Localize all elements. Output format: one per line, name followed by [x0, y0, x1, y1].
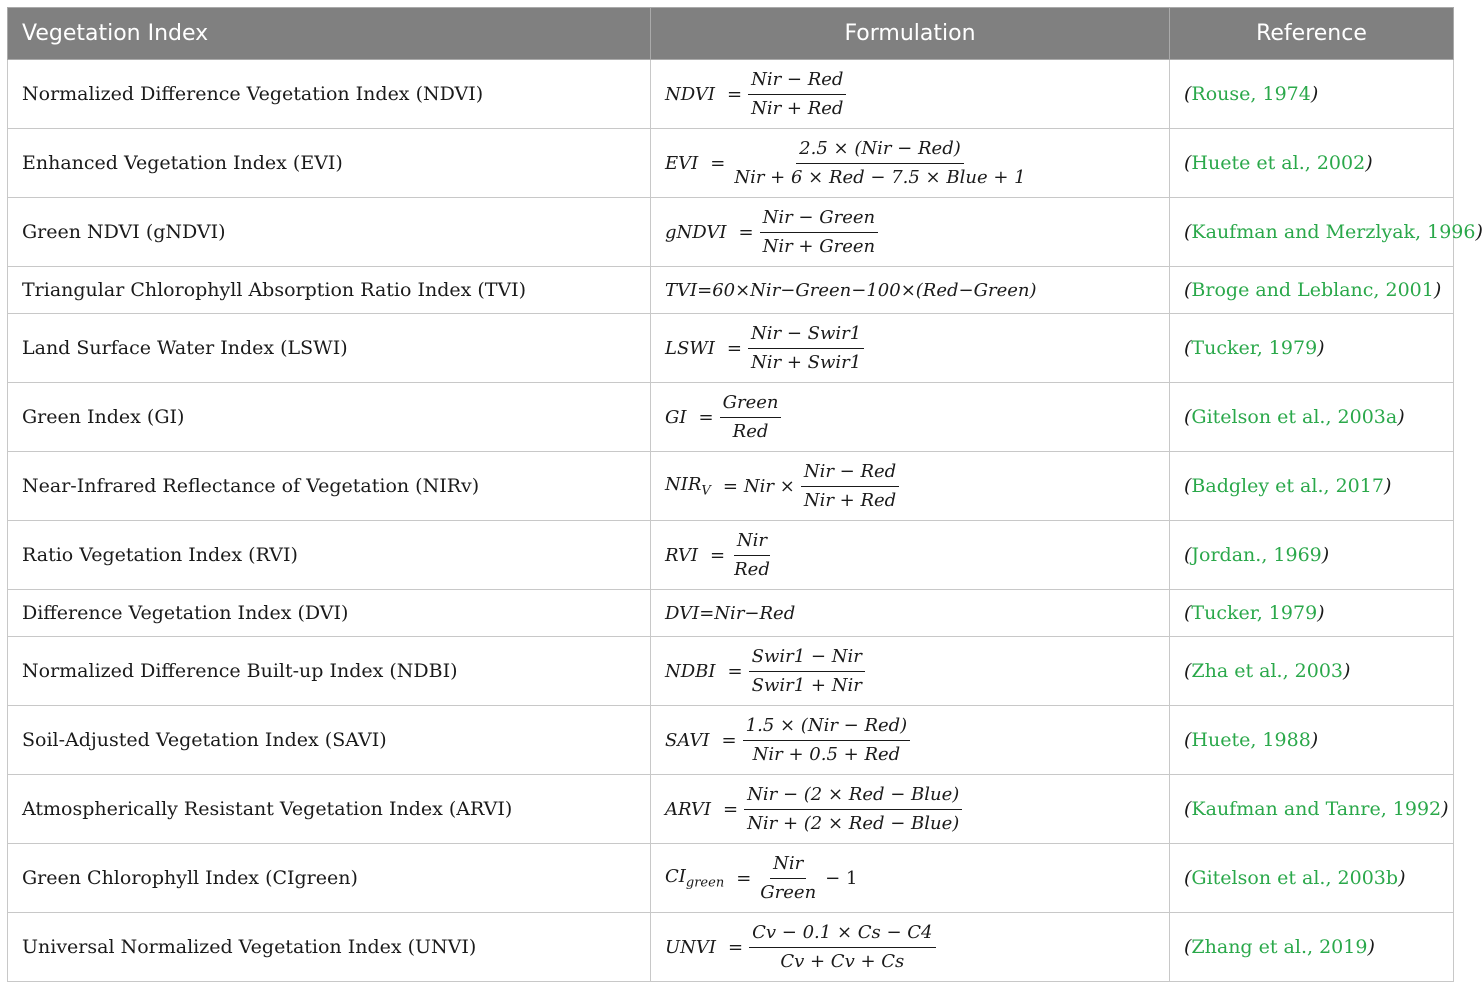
index-name-cell: Normalized Difference Vegetation Index (NDVI) [8, 60, 651, 129]
formula [665, 603, 795, 624]
fraction-numerator: Nir − (2 × Red − Blue) [744, 783, 962, 810]
formula-lhs-text: UNVI [665, 936, 717, 958]
fraction-denominator: Cv + Cv + Cs [780, 950, 905, 972]
formula-lhs-text: GI [665, 406, 687, 428]
fraction-denominator: Swir1 + Nir [751, 674, 862, 696]
fraction [757, 852, 819, 905]
fraction [748, 322, 864, 375]
table-row [8, 129, 1454, 198]
index-name-cell: Universal Normalized Vegetation Index (UNVI) [8, 913, 651, 982]
formula-lhs-text: ARVI [665, 798, 712, 820]
formula-cell [651, 129, 1170, 198]
formula-lhs-text: EVI [665, 152, 699, 174]
reference-link[interactable]: Gitelson et al., 2003a [1191, 406, 1398, 428]
formula-lhs [665, 799, 711, 820]
reference-link[interactable]: Zhang et al., 2019 [1191, 936, 1368, 958]
formula [665, 460, 899, 513]
formula-lhs [665, 730, 710, 751]
equals-sign: = [726, 337, 742, 359]
formula-cell [651, 383, 1170, 452]
formula-lhs-text: LSWI [665, 337, 715, 359]
fraction-numerator: Nir [734, 529, 770, 556]
formula-lhs-text: NDVI [665, 83, 715, 105]
formula [665, 852, 857, 905]
equals-sign: = [721, 729, 737, 751]
formula [665, 391, 781, 444]
equals-sign: = [710, 152, 726, 174]
formula [665, 783, 962, 836]
open-paren: ( [1184, 221, 1192, 243]
fraction-denominator: Nir + (2 × Red − Blue) [747, 812, 960, 834]
fraction-numerator: Swir1 − Nir [749, 645, 865, 672]
index-name-cell: Triangular Chlorophyll Absorption Ratio Index (TVI) [8, 267, 651, 314]
fraction [731, 529, 773, 582]
formula-lhs [665, 338, 715, 359]
formula-cell [651, 60, 1170, 129]
reference-cell [1170, 913, 1454, 982]
table-row [8, 267, 1454, 314]
reference-cell [1170, 60, 1454, 129]
close-paren: ) [1441, 798, 1449, 820]
fraction-denominator: Nir + 0.5 + Red [752, 743, 901, 765]
fraction-denominator: Nir + Red [751, 97, 844, 119]
formula-cell [651, 913, 1170, 982]
index-name-cell: Green NDVI (gNDVI) [8, 198, 651, 267]
table-row [8, 913, 1454, 982]
index-name-cell: Soil-Adjusted Vegetation Index (SAVI) [8, 706, 651, 775]
formula-cell [651, 590, 1170, 637]
index-name-cell: Normalized Difference Built-up Index (NDBI) [8, 637, 651, 706]
equals-sign: = [726, 83, 743, 105]
fraction-denominator: Nir + Swir1 [751, 351, 862, 373]
formula-cell [651, 198, 1170, 267]
index-name-cell: Ratio Vegetation Index (RVI) [8, 521, 651, 590]
index-name-cell: Green Index (GI) [8, 383, 651, 452]
formula-inline: TVI=60×Nir−Green−100×(Red−Green) [665, 280, 1037, 301]
reference-cell [1170, 383, 1454, 452]
equals-sign: = [736, 867, 752, 889]
reference-link[interactable]: Jordan., 1969 [1191, 544, 1322, 566]
equals-sign: = [723, 798, 739, 820]
formula-lhs [665, 153, 698, 174]
formula-lhs-text: SAVI [665, 729, 710, 751]
reference-link[interactable]: Kaufman and Tanre, 1992 [1191, 798, 1442, 820]
equals-sign: = [727, 660, 743, 682]
close-paren: ) [1343, 660, 1351, 682]
table-row [8, 775, 1454, 844]
formula-lhs [665, 474, 711, 499]
open-paren: ( [1184, 936, 1192, 958]
fraction-denominator: Green [760, 881, 817, 903]
header-reference: Reference [1170, 8, 1454, 60]
reference-cell [1170, 521, 1454, 590]
formula [665, 137, 1029, 190]
formula-inline: DVI=Nir−Red [665, 603, 796, 624]
close-paren: ) [1433, 279, 1442, 301]
formula [665, 921, 936, 974]
close-paren: ) [1365, 152, 1373, 174]
header-formulation: Formulation [651, 8, 1170, 60]
fraction-numerator: 1.5 × (Nir − Red) [743, 714, 911, 741]
reference-link[interactable]: Broge and Leblanc, 2001 [1191, 279, 1434, 301]
fraction-denominator: Red [734, 558, 770, 580]
equals-sign: = [698, 406, 714, 428]
reference-cell [1170, 775, 1454, 844]
reference-link[interactable]: Zha et al., 2003 [1191, 660, 1344, 682]
formula-lhs [665, 866, 724, 891]
table-row [8, 383, 1454, 452]
reference-cell [1170, 637, 1454, 706]
index-name-cell: Atmospherically Resistant Vegetation Index (ARVI) [8, 775, 651, 844]
formula-prefix: Nir × [743, 475, 795, 497]
table-body [8, 60, 1483, 982]
reference-cell [1170, 844, 1454, 913]
close-paren: ) [1317, 602, 1325, 624]
open-paren: ( [1184, 729, 1192, 751]
formula [665, 714, 910, 767]
table-row [8, 198, 1454, 267]
fraction-denominator: Nir + Green [762, 235, 876, 257]
close-paren: ) [1310, 83, 1319, 105]
formula-lhs-text: NIR [665, 473, 702, 495]
close-paren: ) [1321, 544, 1330, 566]
reference-cell [1170, 314, 1454, 383]
fraction-numerator: Nir − Red [748, 68, 846, 95]
fraction-denominator: Nir + 6 × Red − 7.5 × Blue + 1 [734, 166, 1026, 188]
formula-cell [651, 775, 1170, 844]
fraction [801, 460, 899, 513]
header-index: Vegetation Index [8, 8, 651, 60]
reference-cell [1170, 129, 1454, 198]
close-paren: ) [1317, 337, 1325, 359]
reference-link[interactable]: Kaufman and Merzlyak, 1996 [1191, 221, 1476, 243]
formula-cell [651, 521, 1170, 590]
reference-cell [1170, 452, 1454, 521]
table-row [8, 844, 1454, 913]
formula [665, 322, 864, 375]
formula-lhs-text: CI [665, 865, 686, 887]
formula-lhs [665, 222, 727, 243]
close-paren: ) [1310, 729, 1319, 751]
fraction-numerator: 2.5 × (Nir − Red) [796, 137, 964, 164]
reference-cell [1170, 198, 1483, 267]
reference-cell [1170, 706, 1454, 775]
table-row [8, 706, 1454, 775]
formula-lhs-text: RVI [665, 544, 699, 566]
index-name-cell: Near-Infrared Reflectance of Vegetation (NIRv) [8, 452, 651, 521]
table-row [8, 60, 1454, 129]
reference-link[interactable]: Tucker, 1979 [1191, 337, 1318, 359]
formula-cell [651, 314, 1170, 383]
table-row [8, 452, 1454, 521]
formula-lhs [665, 407, 687, 428]
reference-link[interactable]: Huete et al., 2002 [1191, 152, 1366, 174]
close-paren: ) [1383, 475, 1392, 497]
formula-suffix: − 1 [825, 867, 858, 889]
fraction [748, 68, 846, 121]
fraction [749, 645, 865, 698]
fraction-numerator: Green [720, 391, 782, 418]
open-paren: ( [1184, 279, 1192, 301]
index-name-cell: Land Surface Water Index (LSWI) [8, 314, 651, 383]
close-paren: ) [1397, 406, 1405, 428]
formula-cell [651, 452, 1170, 521]
index-name-cell: Enhanced Vegetation Index (EVI) [8, 129, 651, 198]
equals-sign: = [738, 221, 754, 243]
table-row [8, 590, 1454, 637]
reference-cell [1170, 590, 1454, 637]
formula-lhs [665, 661, 716, 682]
close-paren: ) [1398, 867, 1406, 889]
equals-sign: = [722, 475, 738, 497]
index-name-cell: Difference Vegetation Index (DVI) [8, 590, 651, 637]
formula-lhs-text: NDBI [665, 660, 716, 682]
fraction-numerator: Nir − Swir1 [748, 322, 864, 349]
open-paren: ( [1184, 152, 1192, 174]
vegetation-index-table [7, 7, 1483, 982]
reference-link[interactable]: Huete, 1988 [1191, 729, 1311, 751]
formula [665, 280, 1037, 301]
reference-link[interactable]: Gitelson et al., 2003b [1191, 867, 1399, 889]
table-row [8, 314, 1454, 383]
header-row [8, 8, 1454, 60]
fraction-denominator: Nir + Red [803, 489, 897, 511]
fraction [760, 206, 879, 259]
formula [665, 68, 846, 121]
formula-lhs [665, 84, 715, 105]
fraction [731, 137, 1028, 190]
fraction [743, 714, 911, 767]
open-paren: ( [1184, 544, 1192, 566]
open-paren: ( [1184, 798, 1192, 820]
equals-sign: = [728, 936, 744, 958]
open-paren: ( [1184, 475, 1192, 497]
formula [665, 206, 878, 259]
table-row [8, 521, 1454, 590]
formula-lhs-subscript: green [685, 875, 725, 891]
close-paren: ) [1367, 936, 1375, 958]
fraction-denominator: Red [732, 420, 769, 442]
formula-cell [651, 637, 1170, 706]
fraction [720, 391, 782, 444]
reference-link[interactable]: Rouse, 1974 [1191, 83, 1311, 105]
fraction-numerator: Cv − 0.1 × Cs − C4 [749, 921, 935, 948]
formula-cell [651, 267, 1170, 314]
reference-link[interactable]: Badgley et al., 2017 [1191, 475, 1384, 497]
open-paren: ( [1184, 660, 1192, 682]
formula-lhs [665, 545, 698, 566]
equals-sign: = [710, 544, 726, 566]
formula-cell [651, 706, 1170, 775]
open-paren: ( [1184, 406, 1192, 428]
formula-cell [651, 844, 1170, 913]
reference-cell [1170, 267, 1454, 314]
fraction [744, 783, 962, 836]
reference-link[interactable]: Tucker, 1979 [1191, 602, 1318, 624]
open-paren: ( [1184, 337, 1192, 359]
index-name-cell: Green Chlorophyll Index (CIgreen) [8, 844, 651, 913]
fraction-numerator: Nir − Green [760, 206, 879, 233]
formula-lhs-subscript: V [701, 483, 711, 499]
fraction-numerator: Nir [770, 852, 806, 879]
fraction [749, 921, 935, 974]
open-paren: ( [1184, 867, 1192, 889]
fraction-numerator: Nir − Red [801, 460, 899, 487]
open-paren: ( [1184, 83, 1192, 105]
open-paren: ( [1184, 602, 1192, 624]
formula [665, 645, 865, 698]
close-paren: ) [1475, 221, 1483, 243]
formula [665, 529, 773, 582]
formula-lhs [665, 937, 716, 958]
formula-lhs-text: gNDVI [665, 221, 727, 243]
table-row [8, 637, 1454, 706]
